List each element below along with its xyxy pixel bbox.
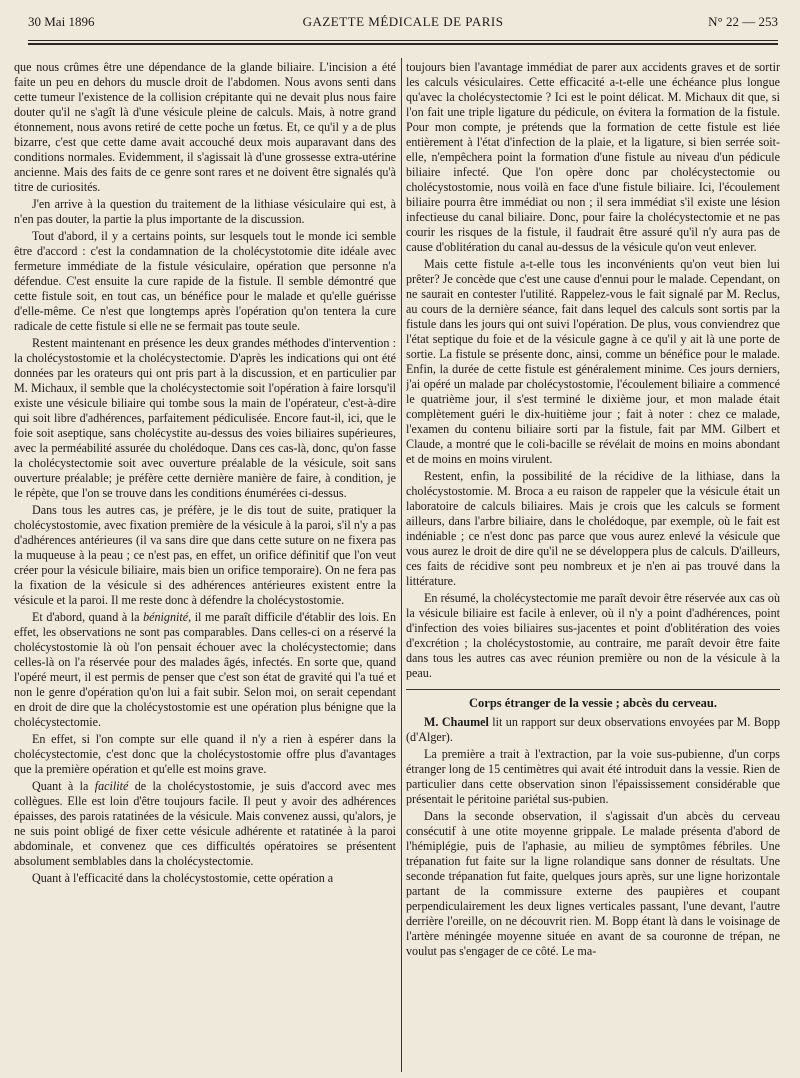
text-run: lit un rapport sur deux observations envoyées par M. Bopp (d'Alger). xyxy=(406,715,780,744)
issue-date: 30 Mai 1896 xyxy=(28,14,95,29)
section-heading: Corps étranger de la vessie ; abcès du cerveau. xyxy=(406,689,780,711)
paragraph: que nous crûmes être une dépendance de la glande biliaire. L'incision a été faite un peu en dehors du muscle droit de l'abdomen. Nous avons senti dans cette tumeur l'existence de la collision crépitante qui ne devait plus nous faire douter qu'il ne s'agît là d'une vésicule pleine de calculs. Mais, à notre grand étonnement, nous avons retiré de cette poche un fœtus. Et, ce qu'il y a de plus bizarre, c'est que cette dame avait accouché deux mois auparavant dans des conditions normales. Evidemment, il s'agissait là d'une grossesse extra-utérine ancienne. Mais des faits de ce genre sont rares et ne doivent être signalés qu'à titre de curiosités. xyxy=(14,60,396,194)
text-run: , il me paraît difficile d'établir des lois. En effet, les observations ne sont pas comparables. Dans celles-ci on a réservé la cholécystostomie là où l'on pensait échouer avec la cholécystectomie; dans celles-là on l'a réservée pour des malades âgés, infectés. En sorte que, quand l'opéré meurt, il est permis de penser que c'est son état de gravité qui l'a tué et non le genre d'opération qu'on lui a fait subir. Selon moi, on serait cependant en droit de dire que la cholécystostomie est une opération plus bénigne que la cholécystectomie. xyxy=(14,610,396,729)
emphasis-text: facilité xyxy=(94,779,129,793)
paragraph xyxy=(14,610,396,730)
paragraph: La première a trait à l'extraction, par la voie sus-pubienne, d'un corps étranger long de 15 centimètres qui avait été introduit dans la vessie. Rien de particulier dans cette observation sinon l'épaississement considérable que présentait le péritoine pariétal sus-pubien. xyxy=(406,747,780,806)
journal-title: GAZETTE MÉDICALE DE PARIS xyxy=(302,14,504,29)
paragraph: Restent, enfin, la possibilité de la récidive de la lithiase, dans la cholécystostomie. M. Broca a eu raison de rappeler que la vésicule était un laboratoire de calculs biliaires. Mais je crois que les calculs se forment ailleurs, dans l'arbre biliaire, dans le cholédoque, par exemple, où le fait est indéniable ; ce n'est donc pas parce que vous aurez enlevé la vésicule que vous aurez le droit de dire qu'il ne se développera plus de calculs. D'ailleurs, ces faits de récidive sont peu nombreux et je n'en ai pas trouvé dans la littérature. xyxy=(406,469,780,588)
paragraph: Tout d'abord, il y a certains points, sur lesquels tout le monde ici semble être d'accord : c'est la condamnation de la cholécystotomie dite idéale avec fermeture immédiate de la fistule vésiculaire, opération que personne n'a défendue. C'est ensuite la cure rapide de la fistule. Il semble démontré que cette fistule soit, en tout cas, un bénéfice pour le malade et qu'elle guérisse d'elle-même. Ce n'est que longtemps après l'opération qu'on tentera la cure radicale de cette fistule si elle ne se fermait pas toute seule. xyxy=(14,229,396,333)
page-header xyxy=(28,14,778,36)
issue-page-number: N° 22 — 253 xyxy=(708,14,778,29)
text-run: Quant à la xyxy=(32,779,95,793)
emphasis-text: bénignité xyxy=(143,610,189,624)
paragraph: Dans la seconde observation, il s'agissait d'un abcès du cerveau consécutif à une otite moyenne grippale. Le malade présenta d'abord de l'hémiplégie, puis de l'aphasie, au milieu de symptômes fébriles. Une trépanation fut faite sur la ligne rolandique sans donner de résultats. Une seconde trépanation fut faite, quelques jours après, sur une ligne horizontale partant de la commissure externe des paupières et coupant perpendiculairement les deux lignes verticales passant, l'une devant, l'autre derrière l'oreille, on ne découvrit rien. M. Bopp étant là dans le voisinage de l'artère méningée moyenne située en avant de sa couronne de trépan, ne voulut pas s'engager de ce côté. Le ma- xyxy=(406,809,780,958)
header-rule-thin xyxy=(28,40,778,41)
left-column xyxy=(14,60,396,1074)
paragraph: Mais cette fistule a-t-elle tous les inconvénients qu'on veut bien lui prêter? Je concède que c'est une cause d'ennui pour le malade. Cependant, on ne saurait en contester l'utilité. Rappelez-vous le fait signalé par M. Reclus, au cours de la dernière séance, fait dans lequel des calculs sont sortis par la fistule dans les jours qui ont suivi l'opération. De plus, vous conviendrez que l'état septique du foie et de la vésicule gagne à ce qu'il y ait là une porte de sortie. La fistule se présente donc, ainsi, comme un bénéfice pour le malade. Enfin, la durée de cette fistule est généralement minime. Ces jours derniers, j'ai opéré un malade par cholécystostomie, l'écoulement biliaire a commencé le quatrième jour, il s'est terminé le dixième jour, et mon malade était complètement guéri le dix-huitième jour ; fait à noter : chez ce malade, l'examen du contenu biliaire sorti par la fistule, fait par MM. Gilbert et Claude, a montré que le coli-bacille se révélait de moins en moins abondant et de moins en moins virulent. xyxy=(406,257,780,466)
paragraph: Quant à l'efficacité dans la cholécystostomie, cette opération a xyxy=(32,871,334,885)
right-column xyxy=(406,60,780,1074)
paragraph: Restent maintenant en présence les deux grandes méthodes d'intervention : la cholécystostomie et la cholécystectomie. D'après les indications qui ont été données par les orateurs qui ont pris part à la discussion, et en particulier par M. Michaux, il semble que la cholécystectomie soit l'opération à faire lorsqu'il existe une vésicule biliaire qui tombe sous la main de l'opérateur, c'est-à-dire qui soit libre d'adhérences, parfaitement pédiculisée. Encore faut-il, ici, que le foie soit aseptique, sans cholécystite au-dessus des voies biliaires supérieures, avec la perméabilité assurée du cholédoque. Dans ces cas-là, donc, qu'on fasse la cholécystectomie soit avec ouverture préalable de la vésicule, soit sans ouverture préalable; je préfère cette dernière manière de faire, à condition, je le répète, que l'on se trouve dans les conditions énumérées ci-dessus. xyxy=(14,336,396,500)
paragraph: J'en arrive à la question du traitement de la lithiase vésiculaire qui est, à n'en pas douter, la partie la plus importante de la discussion. xyxy=(14,197,396,226)
paragraph: En résumé, la cholécystectomie me paraît devoir être réservée aux cas où la vésicule biliaire est facile à enlever, où il n'y a point d'adhérences, point d'infection des voies biliaires sus-jacentes et point d'oblitération des voies d'excrétion ; la cholécystostomie, au contraire, me paraît devoir être faite dans tous les autres cas avec réunion première ou non de la vésicule à la peau. xyxy=(406,591,780,680)
text-run: Et d'abord, quand à la xyxy=(32,610,144,624)
header-rule-thick xyxy=(28,43,778,45)
column-divider xyxy=(401,58,402,1072)
speaker-name: M. Chaumel xyxy=(424,715,489,729)
paragraph: Dans tous les autres cas, je préfère, je le dis tout de suite, pratiquer la cholécystostomie, avec fixation première de la vésicule à la paroi, s'il n'y a pas d'adhérences antérieures (il va sans dire que dans cette suture on ne fixera pas la muqueuse à la peau ; ce n'est pas, en effet, un orifice définitif que l'on veut créer pour la vésicule biliaire, mais bien un orifice temporaire). On ne fera pas la fixation de la vésicule si des adhérences antérieures existent entre la vésicule et la paroi. Il me reste donc à défendre la cholécystostomie. xyxy=(14,503,396,607)
text-run: de la cholécystostomie, je suis d'accord avec mes collègues. Elle est loin d'être toujours facile. Il peut y avoir des adhérences épaisses, des parois ratatinées de la vésicule. Mais convenez aussi, qu'alors, je ne suis point obligé de fixer cette vésicule adhérente et ratatinée à la paroi abdominale, et convenez que ces difficultés opératoires se présentent absolument semblables dans la cholécystectomie. xyxy=(14,779,396,868)
paragraph: En effet, si l'on compte sur elle quand il n'y a rien à espérer dans la cholécystectomie, c'est donc que la cholécystostomie offre plus d'avantages que la première opération et qu'elle est moins grave. xyxy=(14,732,396,776)
paragraph xyxy=(14,779,396,869)
paragraph: toujours bien l'avantage immédiat de parer aux accidents graves et de sortir les calculs vésiculaires. Cette efficacité a-t-elle une échéance plus longue qu'avec la cholécystectomie ? Ici est le point délicat. M. Michaux dit que, si l'on fait une triple ligature du pédicule, on évitera la formation de la fistule. Pour mon compte, je prétends que la formation de cette fistule est liée entièrement à l'état d'infection de la plaie, et la ligature, si bien serrée soit-elle, n'empêchera point la formation d'une fistule au niveau d'un pédicule biliaire infecté. Que l'on opère donc par cholécystectomie ou cholécystostomie, nous voilà en face d'une fistule biliaire. Ici, l'écoulement biliaire pourra être immédiat ou non ; il sera immédiat s'il existe une lésion infectieuse du canal biliaire. Donc, pour faire la cholécystectomie et ne pas courir les risques de la fistule, il faudrait être assuré qu'il n'y aura pas de cause d'oblitération du canal au-dessus de la vésicule qu'on veut enlever. xyxy=(406,60,780,254)
paragraph xyxy=(406,715,780,745)
